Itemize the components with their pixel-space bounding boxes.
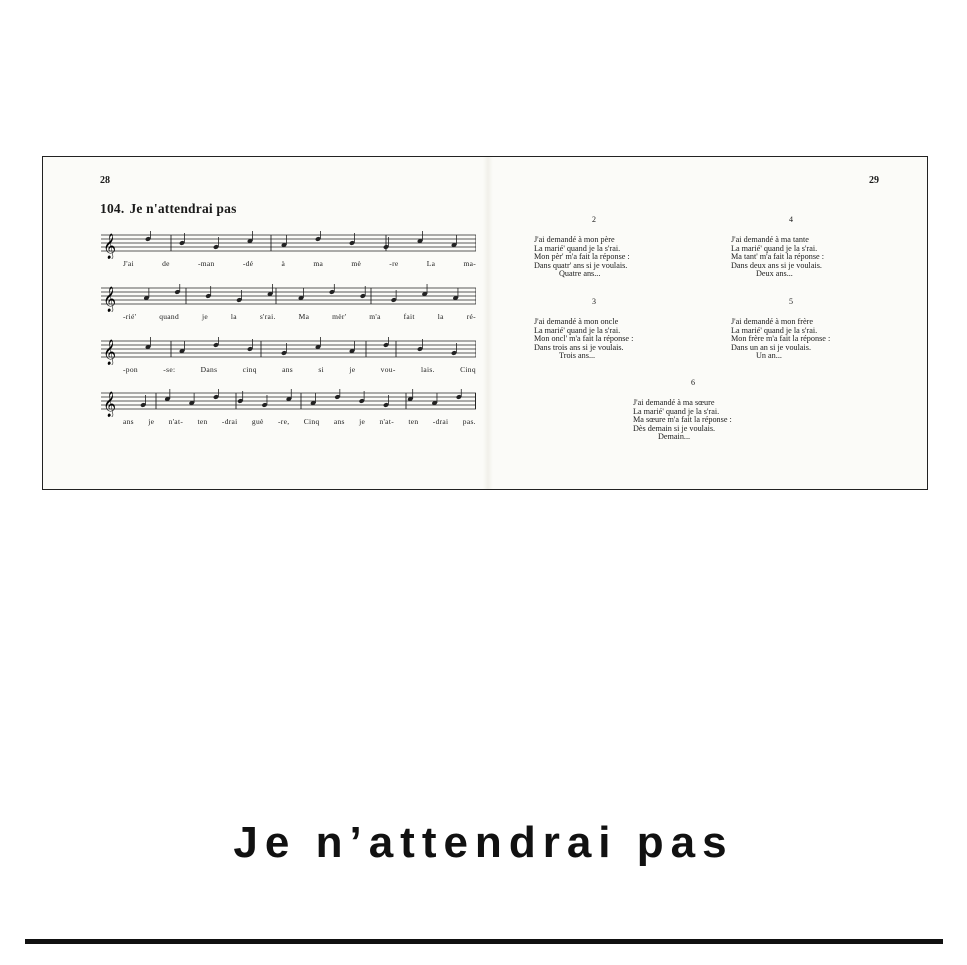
lyric-syllable: Cinq	[460, 365, 476, 374]
lyric-syllable: ma-	[463, 259, 476, 268]
lyric-syllable: ma	[313, 259, 324, 268]
lyric-syllable: -man	[197, 259, 215, 268]
lyric-line	[123, 259, 476, 268]
lyric-syllable: -pon	[123, 365, 138, 374]
lyric-syllable: guè	[251, 417, 264, 426]
lyric-syllable: -re,	[277, 417, 290, 426]
verse-line: Ma sœure m'a fait la réponse :	[633, 415, 732, 425]
page-number-right: 29	[869, 175, 879, 186]
lyric-line	[123, 312, 476, 321]
verse-line: J'ai demandé à mon frère	[731, 317, 813, 327]
verse-line: Dès demain si je voulais.	[633, 423, 716, 433]
verse-line: J'ai demandé à ma tante	[731, 235, 809, 245]
verse-line: Mon frère m'a fait la réponse :	[731, 334, 831, 344]
lyric-syllable: cinq	[242, 365, 257, 374]
lyric-syllable: quand	[159, 312, 180, 321]
verse-line: La marié' quand je la s'rai.	[534, 243, 621, 253]
song-title: Je n'attendrai pas	[129, 201, 237, 216]
verse-line: Dans quatr' ans si je voulais.	[534, 260, 628, 270]
verse-line: J'ai demandé à ma sœure	[633, 398, 715, 408]
verse-block	[534, 298, 684, 360]
verse-number: 3	[592, 297, 596, 306]
lyric-syllable: je	[201, 312, 208, 321]
treble-clef-icon: 𝄞	[103, 340, 117, 365]
verse-number: 2	[592, 215, 596, 224]
lyric-syllable: de	[162, 259, 170, 268]
lyric-syllable: -se:	[163, 365, 176, 374]
lyric-syllable: si	[318, 365, 324, 374]
verse-line: Mon oncl' m'a fait la réponse :	[534, 334, 634, 344]
verse-line: Dans deux ans si je voulais.	[731, 260, 822, 270]
verse-line: J'ai demandé à mon oncle	[534, 317, 619, 327]
lyric-syllable: Ma	[298, 312, 310, 321]
verse-block	[633, 379, 783, 441]
lyric-syllable: lais.	[420, 365, 435, 374]
verse-block	[534, 216, 684, 278]
lyric-syllable: vou-	[380, 365, 396, 374]
lyric-syllable: La	[426, 259, 436, 268]
lyric-syllable: fait	[403, 312, 415, 321]
lyric-syllable: je	[359, 417, 366, 426]
verse-number: 4	[789, 215, 793, 224]
lyric-syllable: -re	[389, 259, 399, 268]
verse-line: J'ai demandé à mon père	[534, 235, 615, 245]
verse-ending: Un an...	[756, 351, 782, 361]
caption-title: Je n’attendrai pas	[233, 818, 734, 867]
treble-clef-icon: 𝄞	[103, 392, 117, 417]
lyric-syllable: ten	[197, 417, 208, 426]
lyric-syllable: -dé	[242, 259, 254, 268]
lyric-syllable: la	[230, 312, 237, 321]
song-heading	[100, 201, 242, 217]
lyric-syllable: mè	[351, 259, 362, 268]
lyric-syllable: ré-	[466, 312, 476, 321]
verse-line: Mon pèr' m'a fait la réponse :	[534, 252, 630, 262]
page-number-left: 28	[100, 175, 110, 186]
music-system-4	[101, 389, 476, 439]
verse-line: Dans trois ans si je voulais.	[534, 342, 624, 352]
lyric-syllable: s'rai.	[259, 312, 276, 321]
page-gutter	[483, 157, 493, 489]
lyric-syllable: mèr'	[332, 312, 347, 321]
verse-line: La marié' quand je la s'rai.	[731, 325, 818, 335]
lyric-syllable: -drai	[432, 417, 449, 426]
verse-ending: Quatre ans...	[559, 269, 601, 279]
verse-ending: Trois ans...	[559, 351, 596, 361]
verse-number: 5	[789, 297, 793, 306]
music-staff	[101, 284, 476, 312]
song-number: 104.	[100, 201, 125, 216]
music-staff	[101, 337, 476, 365]
lyric-syllable: n'at-	[379, 417, 394, 426]
lyric-syllable: la	[437, 312, 444, 321]
verse-line: La marié' quand je la s'rai.	[534, 325, 621, 335]
lyric-syllable: ans	[123, 417, 134, 426]
footer-divider	[25, 939, 943, 944]
verse-line: Ma tant' m'a fait la réponse :	[731, 252, 824, 262]
music-staff	[101, 389, 476, 417]
lyric-syllable: à	[281, 259, 286, 268]
lyric-line	[123, 417, 476, 426]
lyric-syllable: n'at-	[168, 417, 184, 426]
verse-line: La marié' quand je la s'rai.	[633, 406, 720, 416]
lyric-syllable: je	[349, 365, 356, 374]
music-system-3	[101, 337, 476, 387]
lyric-syllable: ans	[333, 417, 345, 426]
lyric-syllable: je	[148, 417, 155, 426]
lyric-syllable: pas.	[462, 417, 476, 426]
lyric-syllable: ten	[408, 417, 419, 426]
verse-block	[731, 298, 881, 360]
music-system-2	[101, 284, 476, 334]
music-system-1	[101, 231, 476, 281]
verse-line: Dans un an si je voulais.	[731, 342, 812, 352]
lyric-syllable: Cinq	[303, 417, 320, 426]
verse-ending: Demain...	[658, 432, 691, 442]
treble-clef-icon: 𝄞	[103, 287, 117, 312]
verse-line: La marié' quand je la s'rai.	[731, 243, 818, 253]
lyric-line	[123, 365, 476, 374]
lyric-syllable: ans	[282, 365, 294, 374]
lyric-syllable: -drai	[221, 417, 238, 426]
music-staff	[101, 231, 476, 259]
lyric-syllable: Dans	[200, 365, 218, 374]
verse-block	[731, 216, 881, 278]
scanned-songbook-spread	[42, 156, 928, 490]
treble-clef-icon: 𝄞	[103, 234, 117, 259]
lyric-syllable: m'a	[369, 312, 381, 321]
lyric-syllable: J'ai	[123, 259, 134, 268]
verse-ending: Deux ans...	[756, 269, 793, 279]
verse-number: 6	[691, 378, 695, 387]
lyric-syllable: -rié'	[123, 312, 137, 321]
